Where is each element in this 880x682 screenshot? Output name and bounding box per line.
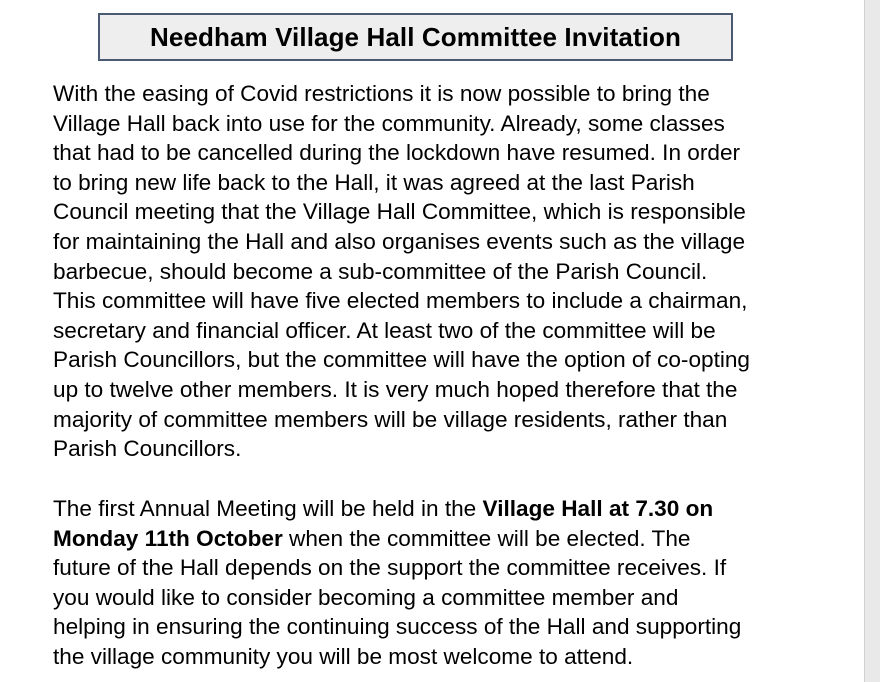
meeting-intro-text: The first Annual Meeting will be held in the: [53, 496, 483, 521]
meeting-venue-time: Village Hall at 7.30 on: [482, 496, 714, 521]
paragraph-1: [53, 79, 843, 464]
paragraph-line: to bring new life back to the Hall, it was agreed at the last Parish: [53, 169, 695, 195]
paragraph-line: majority of committee members will be village residents, rather than: [53, 406, 728, 432]
paragraph-line: secretary and financial officer. At least two of the committee will be: [53, 317, 716, 343]
paragraph-line: Parish Councillors.: [53, 436, 242, 462]
title-box: [98, 13, 733, 61]
paragraph-2: [53, 494, 843, 672]
paragraph-line: This committee will have five elected members to include a chairman,: [53, 288, 748, 314]
meeting-date: Monday 11th October: [53, 525, 283, 551]
paragraph-line: With the easing of Covid restrictions it is now possible to bring the: [53, 81, 710, 106]
document-title: Needham Village Hall Committee Invitation: [150, 21, 681, 52]
paragraph-line: the village community you will be most welcome to attend.: [53, 643, 634, 669]
paragraph-line: helping in ensuring the continuing success of the Hall and supporting: [53, 614, 742, 640]
paragraph-line: barbecue, should become a sub-committee of the Parish Council.: [53, 258, 708, 284]
paragraph-line: Village Hall back into use for the community. Already, some classes: [53, 110, 725, 136]
paragraph-line: future of the Hall depends on the support the committee receives. If: [53, 555, 727, 581]
paragraph-line: for maintaining the Hall and also organises events such as the village: [53, 228, 746, 254]
paragraph-line: up to twelve other members. It is very much hoped therefore that the: [53, 376, 738, 402]
paragraph-line: Parish Councillors, but the committee will have the option of co-opting: [53, 347, 750, 373]
meeting-election-text: when the committee will be elected. The: [282, 525, 691, 551]
paragraph-line: [53, 524, 843, 554]
paragraph-line: that had to be cancelled during the lockdown have resumed. In order: [53, 140, 741, 166]
paragraph-line: Council meeting that the Village Hall Committee, which is responsible: [53, 199, 746, 225]
paragraph-line: [53, 494, 843, 524]
paragraph-line: you would like to consider becoming a committee member and: [53, 584, 679, 610]
